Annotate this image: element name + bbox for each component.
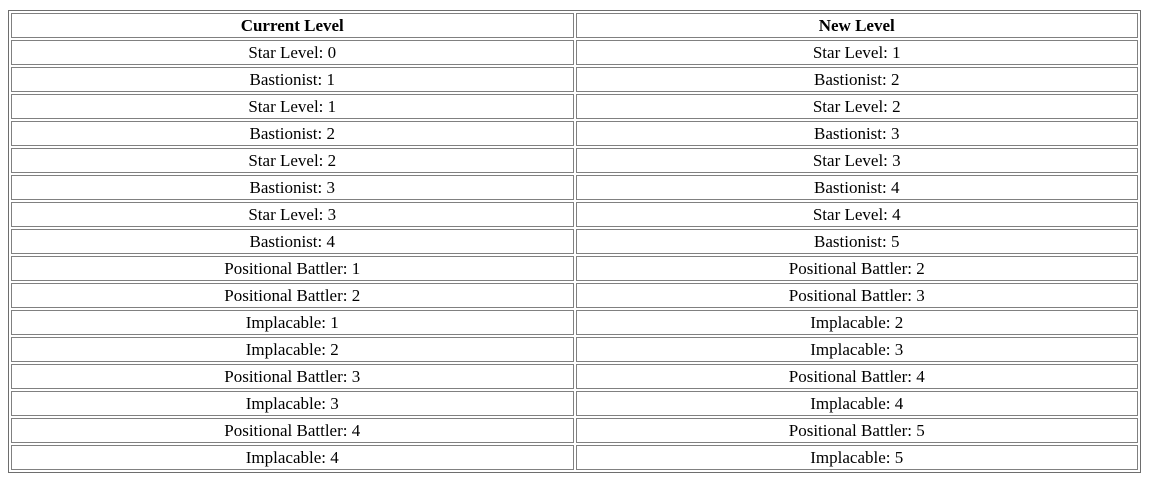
table-cell: Implacable: 4 bbox=[11, 445, 574, 470]
table-cell: Implacable: 2 bbox=[11, 337, 574, 362]
table-cell: Star Level: 1 bbox=[576, 40, 1139, 65]
table-row bbox=[11, 337, 1138, 362]
table-cell: Star Level: 0 bbox=[11, 40, 574, 65]
table-cell: Bastionist: 4 bbox=[576, 175, 1139, 200]
table-cell: Bastionist: 1 bbox=[11, 67, 574, 92]
table-row bbox=[11, 391, 1138, 416]
table-cell: Positional Battler: 5 bbox=[576, 418, 1139, 443]
table-cell: Star Level: 4 bbox=[576, 202, 1139, 227]
level-table-body bbox=[11, 40, 1138, 470]
table-cell: Bastionist: 3 bbox=[11, 175, 574, 200]
table-cell: Implacable: 2 bbox=[576, 310, 1139, 335]
table-row bbox=[11, 94, 1138, 119]
table-row bbox=[11, 256, 1138, 281]
table-row bbox=[11, 40, 1138, 65]
table-row bbox=[11, 445, 1138, 470]
column-header-current-level: Current Level bbox=[11, 13, 574, 38]
table-row bbox=[11, 418, 1138, 443]
table-row bbox=[11, 148, 1138, 173]
table-cell: Positional Battler: 4 bbox=[576, 364, 1139, 389]
table-cell: Bastionist: 2 bbox=[576, 67, 1139, 92]
table-row bbox=[11, 67, 1138, 92]
table-cell: Implacable: 3 bbox=[11, 391, 574, 416]
table-cell: Positional Battler: 4 bbox=[11, 418, 574, 443]
level-upgrade-table bbox=[8, 10, 1141, 473]
table-cell: Positional Battler: 1 bbox=[11, 256, 574, 281]
column-header-new-level: New Level bbox=[576, 13, 1139, 38]
table-row bbox=[11, 310, 1138, 335]
table-cell: Bastionist: 3 bbox=[576, 121, 1139, 146]
table-row bbox=[11, 229, 1138, 254]
table-cell: Positional Battler: 2 bbox=[576, 256, 1139, 281]
table-cell: Star Level: 3 bbox=[576, 148, 1139, 173]
table-cell: Implacable: 1 bbox=[11, 310, 574, 335]
table-cell: Star Level: 2 bbox=[576, 94, 1139, 119]
table-row bbox=[11, 283, 1138, 308]
header-row bbox=[11, 13, 1138, 38]
table-cell: Positional Battler: 2 bbox=[11, 283, 574, 308]
table-cell: Positional Battler: 3 bbox=[11, 364, 574, 389]
table-row bbox=[11, 364, 1138, 389]
table-cell: Star Level: 2 bbox=[11, 148, 574, 173]
table-cell: Implacable: 3 bbox=[576, 337, 1139, 362]
table-cell: Bastionist: 5 bbox=[576, 229, 1139, 254]
table-cell: Bastionist: 4 bbox=[11, 229, 574, 254]
table-cell: Positional Battler: 3 bbox=[576, 283, 1139, 308]
table-cell: Implacable: 4 bbox=[576, 391, 1139, 416]
table-cell: Star Level: 3 bbox=[11, 202, 574, 227]
table-row bbox=[11, 175, 1138, 200]
table-cell: Implacable: 5 bbox=[576, 445, 1139, 470]
table-row bbox=[11, 202, 1138, 227]
table-row bbox=[11, 121, 1138, 146]
table-cell: Bastionist: 2 bbox=[11, 121, 574, 146]
table-cell: Star Level: 1 bbox=[11, 94, 574, 119]
table-header bbox=[11, 13, 1138, 38]
